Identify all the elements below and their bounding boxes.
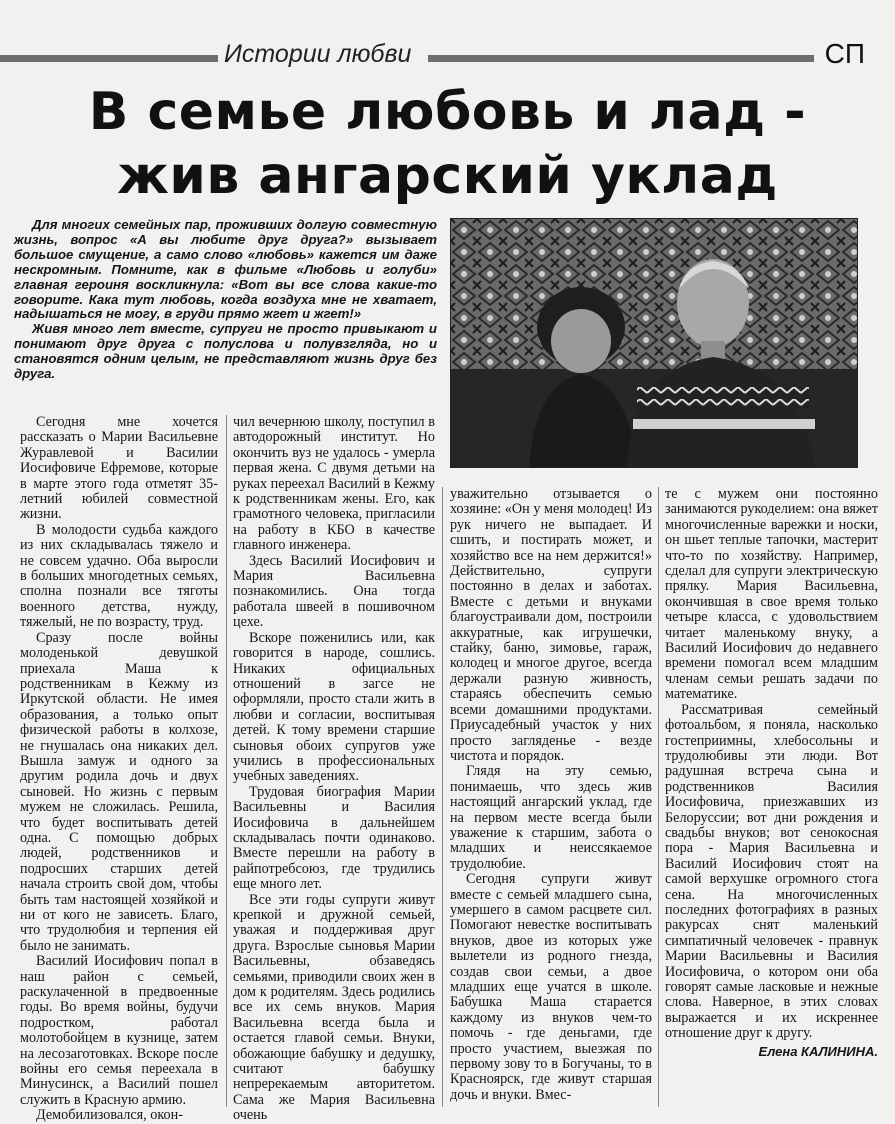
rubric-rule-left	[0, 55, 218, 62]
article-column-1	[20, 415, 218, 1124]
body-paragraph: Здесь Василий Иосифович и Мария Васильевна познакомились. Она тогда работала швеей в пошивочном цехе.	[233, 552, 435, 631]
column-divider	[658, 487, 659, 1107]
article-lead	[14, 218, 437, 382]
article-column-4	[665, 487, 878, 1059]
body-paragraph: те с мужем они постоянно занимаются рукоделием: она вяжет многочисленные варежки и носки, он шьет теплые тапочки, мастерит что-то по хозяйству. Например, сделал для супруги электрическую прялку. Мария Васильевна, окончившая в свое время только четыре класса, с удовольствием читает маленькому внуку, а Василий Иосифович до недавнего времени помогал всем младшим членам семьи решать задачи по математике.	[665, 486, 878, 703]
body-paragraph: Трудовая биография Марии Васильевны и Василия Иосифовича в дальнейшем складывалась почти одинаково. Вместе перешли на работу в райпотребсоюз, где трудились еще много лет.	[233, 783, 435, 893]
author-signature: Елена КАЛИНИНА.	[758, 1043, 878, 1059]
body-paragraph: Сегодня мне хочется рассказать о Марии Васильевне Журавлевой и Василии Иосифовиче Ефремове, которые в марте этого года отметят 35-летний юбилей совместной жизни.	[20, 414, 218, 523]
body-paragraph: В молодости судьба каждого из них складывалась тяжело и не совсем удачно. Оба выросли в больших многодетных семьях, сполна познали все тяготы военного детства, нужду, тяжелый, не по возрасту, труд.	[20, 521, 218, 631]
body-paragraph: чил вечернюю школу, поступил в автодорожный институт. Но окончить вуз не удалось - умерла первая жена. С двумя детьми на руках переехал Василий в Кежму к родственникам жены. Его, как грамотного человека, пригласили на работу в КБО в качестве главного инженера.	[233, 414, 435, 554]
column-divider	[442, 487, 443, 1107]
couple-photo	[450, 218, 858, 468]
body-paragraph: Сразу после войны молоденькой девушкой приехала Маша к родственникам в Кежму из Иркутской области. Не имея образования, а только опыт физической работы в колхозе, не гнушалась она никаких дел. Вышла замуж и одного за другим родила дочь и двух сыновей. Но жизнь с первым мужем не сложилась. Решила, что будет воспитывать детей одна. С помощью добрых людей, родственников и подросших старших детей начала строить свой дом, чтобы быть там настоящей хозяйкой и ни от кого не зависеть. Благо, что трудолюбия и терпения ей было не занимать.	[20, 629, 218, 954]
body-paragraph: Все эти годы супруги живут крепкой и дружной семьей, уважая и поддерживая друг друга. Взрослые сыновья Марии Васильевны, обзаведясь семьями, приводили своих жен в дом к родителям. Здесь родились все их семь внуков. Мария Васильевна всегда была и остается главой семьи. Внуки, обожающие бабушку и дедушку, считают бабушку непререкаемым авторитетом. Сама же Мария Васильевна очень	[233, 891, 435, 1124]
body-paragraph: Василий Иосифович попал в наш район с семьей, раскулаченной в предвоенные годы. Во время войны, будучи подростком, работал молотобойцем в кузнице, затем на лесозаготовках. Вскоре после войны его семья переехала в Минусинск, а Василий пошел служить в Красную армию.	[20, 953, 218, 1108]
column-divider	[226, 415, 227, 1107]
headline-line-1: В семье любовь и лад -	[88, 82, 807, 142]
article-headline	[0, 80, 895, 208]
couple-photo-image	[451, 219, 857, 467]
body-paragraph: Рассматривая семейный фотоальбом, я поняла, насколько гостеприимны, хлебосольны и трудолюбивы эти люди. Вот радушная встреча сына и родственников Василия Иосифовича, приезжавших из Белоруссии; вот дни рождения и свадьбы внуков; вот сенокосная пора - Мария Васильевна и Василий Иосифович стоят на самой верхушке огромного стога сена. На многочисленных последних фотографиях в разных ракурсах снят маленький симпатичный человечек - правнук Марии Васильевны и Василия Иосифовича, о котором они оба говорят самые ласковые и нежные слова. Наверное, в этих словах выражается и их искреннее отношение друг к другу.	[665, 701, 878, 1042]
headline-line-2: жив ангарский уклад	[117, 146, 778, 206]
rubric-rule-right	[428, 55, 814, 62]
lead-paragraph: Живя много лет вместе, супруги не просто привыкают и понимают друг друга с полуслова и полувзгляда, но и становятся одним целым, не представляют жизнь друг без друга.	[14, 321, 437, 382]
lead-paragraph: Для многих семейных пар, проживших долгую совместную жизнь, вопрос «А вы любите друг друга?» вызывает большое смущение, а само слово «любовь» кажется им даже нескромным. Помните, как в фильме «Любовь и голуби» главная героиня воскликнула: «Вот вы все слова какие-то говорите. Кака тут любовь, когда воздуха мне не хватает, надышаться не могу, в груди прямо жгет и жгет!»	[14, 217, 437, 322]
body-paragraph: Сегодня супруги живут вместе с семьей младшего сына, умершего в самом расцвете сил. Помогают невестке воспитывать внуков, двое из которых уже вылетели из родного гнезда, создав свои семьи, а двое младших еще учатся в школе. Бабушка Маша старается каждому из внуков чем-то помочь - где деньгами, где просто участием, выезжая по первому зову то в Богучаны, то в Красноярск, где живут старшая дочь и внуки. Вмес-	[450, 871, 652, 1103]
body-paragraph: Вскоре поженились или, как говорится в народе, сошлись. Никаких официальных отношений в загсе не оформляли, просто стали жить в любви и согласии, воспитывая детей. К тому времени старшие сыновья обоих супругов уже учились в профессиональных учебных заведениях.	[233, 629, 435, 785]
body-paragraph: Глядя на эту семью, понимаешь, что здесь жив настоящий ангарский уклад, где на первом месте всегда были уважение к старшим, забота о младших и неиссякаемое трудолюбие.	[450, 763, 652, 872]
body-paragraph: Демобилизовался, окон-	[36, 1107, 183, 1124]
body-paragraph: уважительно отзывается о хозяине: «Он у меня молодец! Из рук ничего не выпадает. И сшить, и постирать может, и хозяйство все на нем держится!» Действительно, супруги постоянно в делах и заботах. Вместе с детьми и внуками благоустраивали дом, построили аккуратные, как игрушечки, стайку, баню, зимовье, гараж, колодец и многое другое, всегда держали разную живность, стараясь обеспечить семью всеми домашними продуктами. Приусадебный участок у них просто загляденье - везде чистота и порядок.	[450, 486, 652, 764]
article-column-3	[450, 487, 652, 1103]
newspaper-logo: СП	[824, 38, 865, 69]
article-column-2	[233, 415, 435, 1124]
rubric-label: Истории любви	[224, 40, 412, 68]
